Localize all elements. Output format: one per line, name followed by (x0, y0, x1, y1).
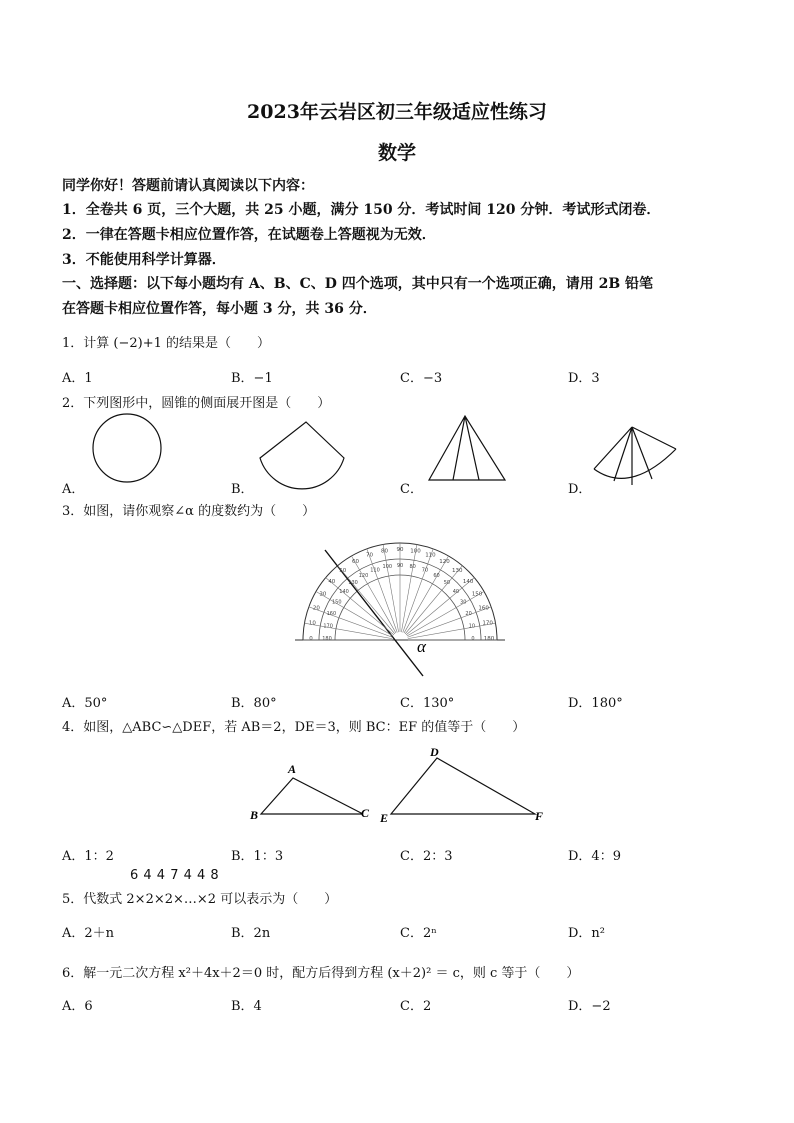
intro-greeting: 同学你好！答题前请认真阅读以下内容： (62, 178, 314, 194)
subject-title: 数学 (377, 142, 416, 164)
q4-label-e: E (380, 811, 389, 825)
protractor-outer-number: 10 (308, 620, 316, 627)
protractor-outer-number: 140 (462, 578, 474, 585)
q2-figure-pyramid (425, 414, 510, 484)
q3-option-d: D．180° (568, 696, 623, 711)
protractor-inner-number: 90 (396, 563, 404, 569)
protractor-outer-number: 50 (339, 567, 347, 574)
protractor-tick (406, 578, 474, 635)
protractor-outer-number: 80 (381, 548, 389, 555)
protractor-inner-number: 80 (409, 564, 416, 571)
protractor-outer-number: 30 (319, 591, 327, 598)
protractor-outer-number: 110 (425, 552, 436, 559)
q4-label-d: D (430, 745, 439, 759)
q4-option-c: C．2：3 (400, 849, 453, 864)
protractor-inner-number: 10 (468, 623, 476, 630)
q2-option-a: A． (62, 482, 85, 497)
q1-option-c: C．−3 (400, 371, 443, 386)
q6-option-c: C．2 (400, 999, 432, 1014)
question-1-stem: 1．计算 (−2)+1 的结果是（ ） (62, 336, 271, 351)
q1-option-a: A．1 (62, 371, 93, 386)
q2-figure-fan-sector (590, 425, 680, 489)
protractor-inner-number: 180 (322, 636, 332, 642)
q5-option-b: B．2n (231, 926, 271, 941)
protractor-tick (304, 620, 392, 638)
q5-option-d: D．n² (568, 926, 606, 941)
q4-label-c: C (361, 806, 370, 820)
q4-triangles-figure (245, 744, 555, 830)
protractor-inner-number: 40 (452, 589, 460, 596)
protractor-inner-number: 130 (348, 580, 358, 587)
section-heading-line2: 在答题卡相应位置作答，每小题 3 分，共 36 分． (62, 301, 377, 317)
protractor-inner-number: 100 (382, 564, 393, 571)
q4-label-b: B (250, 808, 259, 822)
q5-brace-annotation: 6 4 4 7 4 4 8 (130, 868, 220, 883)
q4-label-a: A (288, 762, 297, 776)
q6-option-d: D．−2 (568, 999, 611, 1014)
protractor-tick (383, 544, 398, 632)
q2-figure-sector (258, 420, 348, 480)
q1-option-d: D．3 (568, 371, 600, 386)
q3-option-b: B．80° (231, 696, 277, 711)
protractor-outer-number: 0 (309, 636, 313, 642)
q3-option-c: C．130° (400, 696, 455, 711)
protractor-inner-number: 170 (323, 623, 333, 630)
protractor-tick (401, 544, 416, 632)
protractor-outer-number: 70 (366, 552, 374, 559)
rule-3: 3．不能使用科学计算器． (62, 252, 226, 268)
protractor-inner-number: 70 (421, 567, 429, 574)
section-heading-line1: 一、选择题：以下每小题均有 A、B、C、D 四个选项，其中只有一个选项正确，请用 2B 铅笔 (62, 276, 654, 292)
protractor-outer-number: 160 (478, 605, 489, 612)
q3-option-a: A．50° (62, 696, 108, 711)
protractor-outer-number: 90 (396, 547, 404, 553)
protractor-outer-number: 170 (482, 620, 493, 627)
protractor-inner-number: 30 (460, 599, 467, 606)
protractor-inner-number: 50 (443, 580, 451, 587)
q4-option-d: D．4：9 (568, 849, 621, 864)
protractor-inner-number: 140 (339, 589, 349, 596)
q5-option-a: A．2＋n (62, 926, 115, 941)
q3-protractor-figure (295, 540, 505, 680)
q6-option-a: A．6 (62, 999, 93, 1014)
q6-option-b: B．4 (231, 999, 262, 1014)
protractor-outer-number: 150 (471, 591, 483, 598)
q2-option-c: C． (400, 482, 423, 497)
protractor-outer-number: 100 (410, 548, 421, 555)
q4-label-f: F (535, 809, 544, 823)
question-2-stem: 2．下列图形中，圆锥的侧面展开图是（ ） (62, 396, 331, 411)
question-4-stem: 4．如图，△ABC∽△DEF，若 AB＝2，DE＝3，则 BC：EF 的值等于（ ） (62, 720, 526, 735)
q4-option-a: A．1：2 (62, 849, 114, 864)
protractor-outer-number: 40 (328, 578, 336, 585)
protractor-inner-number: 20 (465, 611, 472, 618)
protractor-inner-number: 110 (370, 567, 380, 574)
q2-option-b: B． (231, 482, 254, 497)
q3-angle-alpha-label: α (417, 637, 426, 656)
protractor-tick (326, 578, 394, 635)
protractor-inner-number: 160 (326, 611, 337, 618)
q4-option-b: B．1：3 (231, 849, 284, 864)
protractor-outer-number: 20 (312, 605, 320, 612)
question-5-stem: 5．代数式 2×2×2×…×2 可以表示为（ ） (62, 892, 338, 907)
protractor-inner-number: 60 (433, 572, 440, 579)
q2-figure-circle (90, 412, 166, 484)
rule-2: 2．一律在答题卡相应位置作答，在试题卷上答题视为无效． (62, 227, 436, 243)
protractor-outer-number: 180 (483, 636, 495, 642)
protractor-inner-number: 150 (332, 599, 342, 606)
protractor-inner-number: 0 (471, 636, 475, 642)
q5-option-c: C．2ⁿ (400, 926, 437, 941)
q2-option-d: D． (568, 482, 592, 497)
page-title: 2023年云岩区初三年级适应性练习 (247, 101, 547, 123)
q1-option-b: B．−1 (231, 371, 273, 386)
protractor-outer-number: 60 (352, 558, 359, 565)
protractor-inner-number: 120 (358, 572, 369, 579)
protractor-outer-number: 130 (451, 567, 463, 574)
question-6-stem: 6．解一元二次方程 x²＋4x＋2＝0 时，配方后得到方程 (x＋2)² ＝ c，则 c 等于（ ） (62, 966, 580, 981)
protractor-outer-number: 120 (439, 558, 450, 565)
question-3-stem: 3．如图，请你观察∠α 的度数约为（ ） (62, 504, 316, 519)
rule-1: 1．全卷共 6 页，三个大题，共 25 小题，满分 150 分．考试时间 120 分钟．考试形式闭卷． (62, 202, 661, 218)
